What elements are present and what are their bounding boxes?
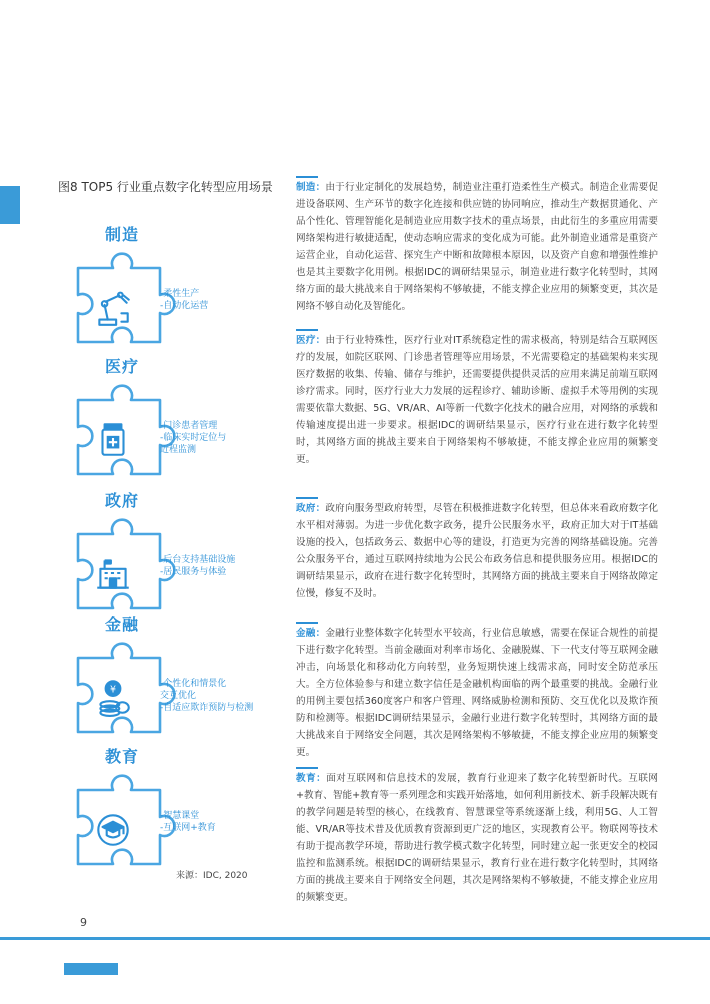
paragraph-accent-bar <box>296 176 318 178</box>
paragraph-manufacturing <box>296 179 658 315</box>
sector-title: 金融 <box>104 615 139 634</box>
sector-tags: -柔性生产 -自动化运营 <box>160 289 209 311</box>
paragraph-text: 政府向服务型政府转型，尽管在积极推进数字化转型，但总体来看政府数字化水平相对薄弱。为进一步优化数字政务，提升公民服务水平，政府正加大对于IT基础设施的投入，包括政务云、数据中心等的建设，打造更为完善的网络基础设施。完善公众服务平台，通过互联网持续地为公民公布政务信息和提供服务应用。根据IDC的调研结果显示，政府在进行数字化转型时，其网络方面的挑战主要来自于网络故障定位慢，修复不及时。 <box>296 503 659 599</box>
sector-title: 制造 <box>104 225 139 244</box>
paragraph-text: 由于行业特殊性，医疗行业对IT系统稳定性的需求极高，特别是结合互联网医疗的发展，如院区联网、门诊患者管理等应用场景，不光需要稳定的基础架构来实现医疗数据的收集、传输、储存与维护，还需要提供提供灵活的应用来满足前端互联网诊疗需求。同时，医疗行业大力发展的远程诊疗、辅助诊断、虚拟手术等用例的实现需要依靠大数据、5G、VR/AR、AI等新一代数字化技术的融合应用，对网络的承载和传输速度提出进一步要求。根据IDC的调研结果显示，医疗行业在进行数字化转型时，其网络方面的挑战主要来自于网络架构不够敏捷，不能支撑企业应用的频繁变更。 <box>296 335 658 465</box>
robot-arm-icon <box>92 286 134 328</box>
paragraph-healthcare <box>296 332 658 468</box>
medicine-bottle-icon <box>92 418 134 460</box>
sector-title: 政府 <box>104 491 139 510</box>
sector-title: 医疗 <box>104 357 139 376</box>
sector-tags: -门诊患者管理 -临床实时定位与 近程监测 <box>160 421 227 455</box>
sector-healthcare <box>58 354 288 504</box>
page-number: 9 <box>80 916 87 929</box>
paragraph-label: 制造： <box>296 182 326 193</box>
section-side-tab <box>0 186 20 224</box>
footer-divider <box>0 937 710 940</box>
sector-title: 教育 <box>104 747 139 766</box>
paragraph-education <box>296 770 658 906</box>
graduation-cap-icon <box>92 808 134 850</box>
sector-tags: -后台支持基础设施 -居民服务与体验 <box>160 555 236 577</box>
paragraph-accent-bar <box>296 497 318 499</box>
paragraph-accent-bar <box>296 329 318 331</box>
paragraph-accent-bar <box>296 767 318 769</box>
sector-finance <box>58 612 288 762</box>
government-building-icon <box>92 552 134 594</box>
figure-title: 图8 TOP5 行业重点数字化转型应用场景 <box>58 180 273 194</box>
paragraph-label: 医疗： <box>296 335 326 346</box>
paragraph-text: 金融行业整体数字化转型水平较高，行业信息敏感，需要在保证合规性的前提下进行数字化转型。当前金融面对利率市场化、金融脱媒、下一代支付等互联网金融冲击，向场景化和移动化方向转型，业务短期快速上线需求高，同时安全防范承压大。全方位体验参与和建立数字信任是金融机构面临的两个最重要的挑战。金融行业的用例主要包括360度客户和客户管理、网络威胁检测和预防、交互优化以及欺诈预防和检测等。根据IDC调研结果显示，金融行业进行数字化转型时，其网络方面的最大挑战来自于网络安全问题，其次是网络架构不够敏捷，不能支撑企业应用的频繁变更。 <box>296 628 659 758</box>
sector-education <box>58 744 288 894</box>
footer-tab <box>64 963 118 975</box>
sector-tags: -智慧课堂 -互联网+教育 <box>160 811 216 833</box>
paragraph-label: 金融： <box>296 628 326 639</box>
paragraph-finance <box>296 625 658 761</box>
paragraph-text: 由于行业定制化的发展趋势，制造业注重打造柔性生产模式。制造企业需要促进设备联网、生产环节的数字化连接和供应链的协同响应，推动生产数据贯通化、产品个性化、管理智能化是制造业应用数字技术的重点场景，由此衍生的多重应用需要网络架构进行敏捷适配，使动态响应需求的变化成为可能。此外制造业通常是重资产运营企业，自动化运营、探究生产中断和故障根本原因，以及资产自愈和增强性维护也是其主要数字化用例。根据IDC的调研结果显示，制造业进行数字化转型时，其网络方面的最大挑战来自于网络架构不够敏捷，不能支撑企业应用的频繁变更，其次是网络不够自动化及智能化。 <box>296 182 659 312</box>
figure-source: 来源：IDC, 2020 <box>176 871 248 881</box>
svg-text:¥: ¥ <box>109 684 117 696</box>
sector-manufacturing <box>58 222 288 372</box>
paragraph-accent-bar <box>296 622 318 624</box>
paragraph-text: 面对互联网和信息技术的发展，教育行业迎来了数字化转型新时代。互联网+教育、智能+教育等一系列理念和实践开始落地，如何利用新技术、新手段解决既有的教学问题是转型的核心，在线教育、智慧课堂等系统逐渐上线，利用5G、人工智能、VR/AR等技术普及优质教育资源到更广泛的地区，实现教育公平。物联网等技术有助于提高教学环境，帮助进行教学模式数字化转型，同时建立起一张更安全的校园监控和监测系统。根据IDC的调研结果显示，教育行业在进行数字化转型时，其网络方面的挑战主要来自于网络安全问题，其次是网络架构不够敏捷，不能支撑企业应用的频繁变更。 <box>296 773 659 903</box>
paragraph-label: 教育： <box>296 773 327 784</box>
coins-icon <box>92 676 134 718</box>
paragraph-government <box>296 500 658 602</box>
paragraph-label: 政府： <box>296 503 326 514</box>
sector-tags: -个性化和情景化 交互优化 -自适应欺诈预防与检测 <box>160 679 254 713</box>
